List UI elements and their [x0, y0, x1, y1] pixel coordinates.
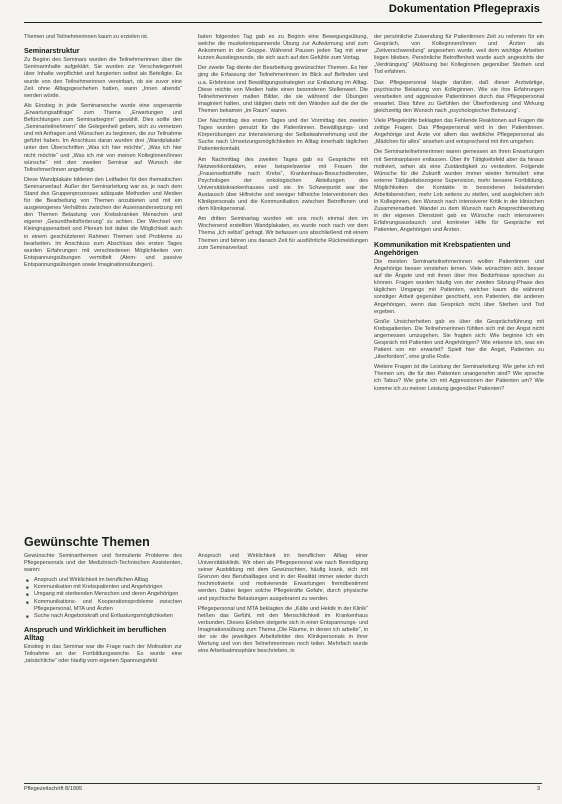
list-item: ■ Umgang mit sterbenden Menschen und deren Angehörigen: [30, 591, 182, 598]
column-2-lower: [198, 553, 368, 658]
paragraph: Der Nachmittag des ersten Tages und der Vormittag des zweiten Tages wurden genutzt für die Patientinnen. Bewältigungs- und Körperübungen zur Intensivierung der Selbstwahrnehmung und der Suche nach Umsetzungsmöglichkeiten im Alltag innerhalb täglichen Patientenkontakt.: [198, 118, 368, 153]
section-label: Dokumentation Pflegepraxis: [388, 3, 540, 15]
paragraph: Am dritten Seminartag wurden wir uns noch einmal den im Wochenend erstellten Wandplakaten, es wurde noch nach vor dem Thema „Ich selbst“ gefragt. Wir befassen uns abschließend mit einem Themen und fahren uns danach Zeit für ausführliche Rückmeldungen zum Seminarverlauf.: [198, 216, 368, 251]
subheading-anspruch: Anspruch und Wirklichkeit im beruflichen Alltag: [24, 624, 167, 643]
paragraph: Der zweite Tag diente der Bearbeitung gewünschter Themen. Es hier ging die Erfassung der Teilnehmerinnen im Blick auf Befinden und u.a. Erlebnisse und Bewältigungsstrategien zur Entlastung im Alltag. Diese reichte von Medien hatte einen besonderen Stellenwert. Die Teilnehmerinnen malten Bilder, die sie während der Übungen imaginiert hatten, und tätigten darin mit den Wänden auf die der die Themen bekamen „im Raum“ waren.: [198, 65, 368, 114]
column-3: [374, 34, 544, 396]
list-item: ■ Anspruch und Wirklichkeit im beruflichen Alltag: [30, 577, 182, 584]
paragraph: Anspruch und Wirklichkeit im beruflichen Alltag einer Universitätsklinik. Wir oben als Pflegepersonal wie nach Beendigung seiner Ausbildung mit dem Gewünschten, häufig krank, sich mit Grenzen des Berufsalltages und in der Realität immer wieder durch hochmotivierte und motivierende Erwartungen fremdbestimmt werden. Dabei liegen solche Pflegekräfte Gefahr, durch physische und psychische Belastungen ausgebrannt zu werden.: [198, 553, 368, 602]
paragraph: Zu Beginn des Seminars wurden die Teilnehmerinnen über die Seminarinhalte aufgeklärt. Sie wurden zur Verschwiegenheit über Inhalte verpflichtet und fungierten selbst als Beteiligte. Es wurde von den Teilnehmerinnen vereinbart, ob sie zuvor eine Zeit ohne Alltagsgeschehen hatten, wann „Innen abends“ werden würde.: [24, 57, 182, 99]
topic-list: [24, 577, 182, 620]
paragraph: Themen und Teilnehmerinnen kaum zu erzielen ist.: [24, 34, 149, 40]
footer-rule: [24, 783, 542, 784]
paragraph: baten folgenden Tag gab es zu Beginn eine Bewegungsübung, welche die muskelentspannende Übung zur Aufwärmung und zum Ankommen in der Gruppe. Während Pausen jeden Tag mit einer kurzen Ausstiegsrunde, die sich auch auf den Gefühle zum Vortag.: [198, 34, 368, 62]
paragraph: Diese Wandplakate bildeten den Leitfaden für den thematischen Seminarverlauf. Außer der Seminarleitung war es, je nach dem Stand des Gruppenprozesses adäquate Methoden und Medien für die Bearbeitung von Themen anzubieten und mit ein ausgewogenes Verhältnis zwischen der Auseinandersetzung mit den Themen Belastung von Krebskranken Menschen und eigener „Gesundheitsförderung“ zu achten. Der Wechsel von Kleingruppenarbeit und Plenum bot dabei die Möglichkeit auch in einem geschützteren Rahmen Themen und Probleme zu bearbeiten. Im Anschluss zum Abschluss des ersten Tages wurden Erfahrungen mit verschiedenen Möglichkeiten von Entspannungsübungen vermittelt (Atem- und passive Entspannungsübungen sowie Imaginationsübungen).: [24, 176, 182, 268]
subheading-seminarstruktur: Seminarstruktur: [24, 46, 80, 56]
column-1-lower: [24, 553, 182, 669]
paragraph: Einstieg in das Seminar war die Frage nach der Motivation zur Teilnahme an der Fortbildungswoche. Es wurde eine „tatsächliche“ oder häufig vom eigenen Spannungsfeld: [24, 644, 182, 665]
footer-journal: Pflegezeitschrift 8/1995: [24, 786, 83, 792]
paragraph: Die Seminarteilnehmerinnen waren gemessen an ihren Erwartungen mit Seminarplanen entlassen. Über ihr Tätigkeitsfeld aber da hinaus motiviert, sehen als eine Zuständigkeit zu verändern. Folgende Wünsche für die Zukunft wurden immer wieder formuliert: eine externe Tätigkeitsbezogene Supervision, mehr bessere Fortbildung. Möglichkeiten der Kontakte in besonderen belastenden Arbeitsbereichen, mehr Lob seitens zu stellen, und ausgleichen sich in Kolleginnen, den Wunsch nach intensiverer Kritik in der klinischen Zusammenarbeit. Wandel zu dem Wunsch nach Ansprechbereitung in der eigenen Dienstzeit gab es Wünsche nach intensiveren Erfahrungsaustausch und konkreter Hilfe für Gespräche mit Patienten, Angehörigen und Ärzten.: [374, 149, 544, 234]
paragraph: Das Pflegepersonal klagte darüber, daß dieser Arztwärtige, psychische Belastung von Kolleginnen. Wie sie ihre Erfahrungen verarbeiten und aggressive Patientinnen durch das Pflegepersonal erwartet. Dies führe zu Gefühlen der Überforderung und Wirkung gleichzeitig den Wunsch nach „psychologischer Betreuung“.: [374, 79, 544, 114]
paragraph: Weitere Fragen ist die Leistung der Seminarleitung: Wie gehe ich mit Themen um, die für den Patienten unangenehm sind? Wie spreche ich Tabus? Wie gehe ich mit Aggressionen der Patienten um? Wie komme ich zu meiner Leistung gegenüber Patienten?: [374, 364, 544, 392]
page-number: 3: [536, 786, 540, 792]
paragraph: der persönliche Zuwendung für Patientinnen Zeit zu nehmen für ein Gespräch, von Kolleginnen/Innen und Ärzten als „Zeitverschwendung“ angesehen wurde, weil dem wichtige Arbeiten liegen blieben. Persönliche Betroffenheit wurde auch angesichts der „Verdrängung“ (Ablösung bei Kolleginnen gegenüber Sterben und Tod erfahren.: [374, 34, 544, 76]
paragraph: Gewünschte Seminarthemen und formulierte Probleme des Pflegepersonals und der Medizinisch-Technischen Assistenten, waren:: [24, 553, 182, 574]
paragraph: Große Unsicherheiten gab es über die Gesprächsführung mit Krebspatienten. Die Teilnehmerinnen fühlten sich mit der Angst nicht angemessen umzugehen. Sie fragten sich: Wie beginne ich ein Gespräch mit Patienten und Angehörigen? Wie erkenne ich, was ein Patient von mir erwartet? Spielt hier die Angst, Patienten zu „überfordern“, eine große Rolle.: [374, 318, 544, 361]
paragraph: Viele Pflegekräfte beklagten das Fehlende Reaktionen auf Fragen die zeitige Fragen. Das Pflegepersonal wird in den Patientinnen. Angehörige und Ärzte vor allem das weibliche Pflegepersonal als „Mädchen für alles“ ansehen und entsprechend mit ihm umgehen.: [374, 118, 544, 146]
paragraph: Pflegepersonal und MTA beklagten die „Kälte und Hektik in der Klinik“ heißen das Gefühl, mit den Menschlichkeit im Krankenhaus verbunden. Dieses Erleben steigerte sich in einer Entspannungs- und Imaginationsübung zum Thema „Die Räume, in denen ich arbeite“, in der sie die jeweiligen Arbeitsfelder des Klinikpersonals in ihrer Wertung und von den Teilnehmerinnen noch teilen. Mehrfach wurde eine Arbeitsatmosphäre beschrieben, in: [198, 605, 368, 655]
paragraph: Als Einstieg in jede Seminarwoche wurde eine sogenannte „Erwartungsabfrage“ zum Thema „Erwartungen und Befürchtungen zum Seminarbeginn“ gewählt. Dies sollte den „Seminarteilnehmern“ die Gelegenheit geben, sich zu vernetzen und mit Anfragen und Wünschen zu beginnen, die zur Teilnahme geführt haben. Im Anschluss daran wurden drei „Wandplakate“ unter den Überschriften „Was ich hier möchte“, „Was ich hier nicht möchte“ und „Was ich mir von meinen Kolleginnen/Innen wünsche“ mit den zweiten Seminar auf Wunsch der Teilnehmer/Innen angefertigt.: [24, 102, 182, 173]
column-1: [24, 34, 182, 272]
paragraph: Die meisten Seminarteilnehmerinnen wollen Patientinnen und Angehörige besser verstehen lernen. Viele wünschten sich, besser auf die Ängste und mit ihnen über ihre Bedürfnisse sprechen zu können. Fragen wurden häufig von der zweiten Sitzung-Phase des täglichen Umgangs mit Patienten, welcher kaum die während sonstiger Arbeit gegenüber geschieht, von Patienten, die anderen Angehörigen, wenn das Gespräch nicht über Sterben und Tod ergeben.: [374, 258, 544, 315]
list-item: ■ Suche nach Angebotskraft und Entlastungsmöglichkeiten: [30, 613, 182, 620]
paragraph: Am Nachmittag des zweiten Tages gab es Gespräche mit Netzwerkkontakten, einer beispielsweise mit Frauen der „Frauenselbsthilfe nach Krebs“, Krankenhaus-Besuchsdiensten, Psychologen der onkologischen Abteilungen des Universitätskrankenhauses und sie. Im Schwerpunkt war der Austausch über Hilfreiche und weniger hilfreiche Interventionen des Klinikpersonals und die Kommunikation zwischen Betroffenen und dem Klinikpersonal.: [198, 156, 368, 213]
main-heading: Gewünschte Themen: [24, 535, 150, 549]
list-item: ■ Kommunikation mit Krebspatienten und Angehörigen: [30, 584, 182, 591]
column-2: [198, 34, 368, 255]
list-item: ■ Kommunikations- und Kooperationsprobleme zwischen Pflegepersonal, MTA und Ärzten: [30, 599, 182, 613]
header-rule: [24, 22, 542, 23]
subheading-kommunikation: Kommunikation mit Krebspatienten und Angehörigen: [374, 239, 511, 257]
